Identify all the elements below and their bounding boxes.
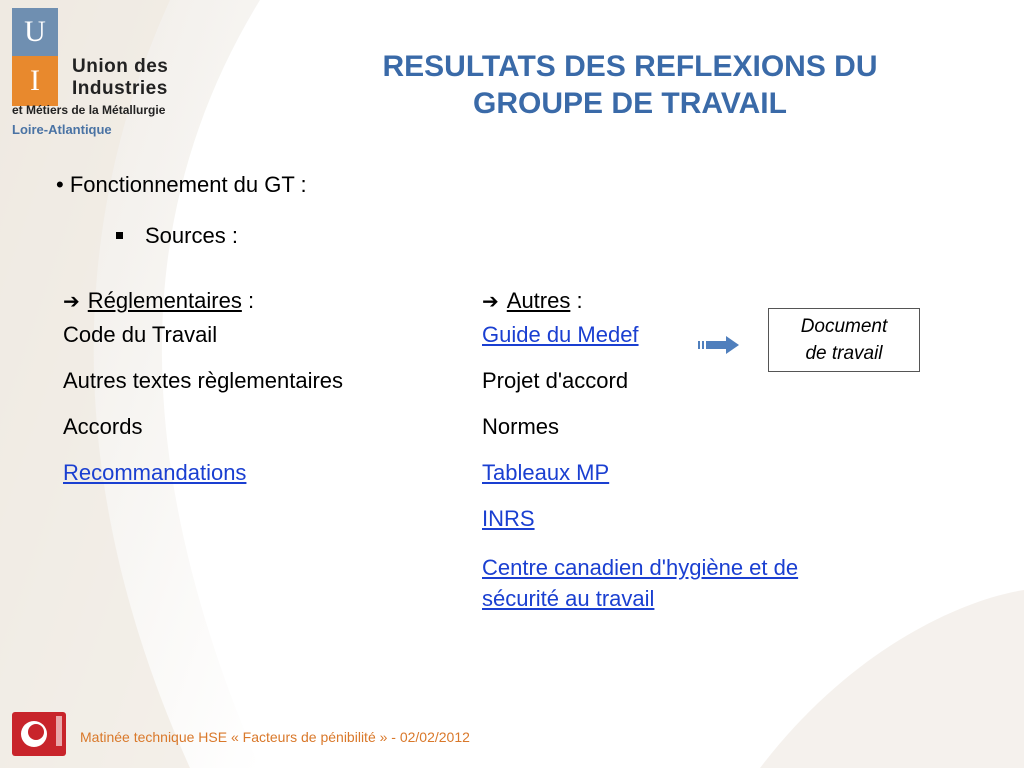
left-column-heading bbox=[63, 288, 343, 322]
cchst-link[interactable]: Centre canadien d'hygiène et de sécurité au travail bbox=[482, 555, 799, 611]
company-logo bbox=[10, 8, 190, 143]
list-item: Accords bbox=[63, 414, 143, 439]
left-column bbox=[63, 288, 343, 506]
logo-letter-i: I bbox=[12, 56, 58, 106]
bullet-level-2 bbox=[116, 223, 238, 249]
logo-mark bbox=[12, 8, 62, 106]
left-heading-suffix: : bbox=[241, 288, 255, 313]
footer-logo-icon bbox=[12, 712, 66, 756]
logo-line-1: Union des bbox=[72, 56, 169, 77]
block-arrow-icon bbox=[698, 335, 740, 355]
right-heading-suffix: : bbox=[570, 288, 583, 313]
bullet-level-1: • Fonctionnement du GT : bbox=[56, 172, 307, 197]
square-bullet-icon bbox=[116, 232, 123, 239]
list-item: Autres textes règlementaires bbox=[63, 368, 344, 393]
list-item: Projet d'accord bbox=[482, 368, 629, 393]
title-line-2: GROUPE DE TRAVAIL bbox=[473, 87, 787, 120]
logo-line-2: Industries bbox=[72, 78, 168, 99]
list-item: Normes bbox=[482, 414, 560, 439]
list-item: Code du Travail bbox=[63, 322, 218, 347]
slide-title bbox=[320, 48, 940, 122]
title-line-1: RESULTATS DES REFLEXIONS DU bbox=[382, 50, 878, 83]
logo-line-4: Loire-Atlantique bbox=[12, 122, 112, 137]
logo-letter-u: U bbox=[12, 8, 58, 56]
right-arrow-icon: ➔ bbox=[482, 291, 499, 313]
right-heading-label: Autres bbox=[506, 288, 571, 313]
left-heading-label: Réglementaires bbox=[87, 288, 242, 313]
doc-box-line-1: Document bbox=[800, 316, 888, 337]
footer-text: Matinée technique HSE « Facteurs de pénibilité » - 02/02/2012 bbox=[80, 729, 470, 745]
right-arrow-icon: ➔ bbox=[63, 291, 80, 313]
recommandations-link[interactable]: Recommandations bbox=[63, 460, 247, 485]
tableaux-mp-link[interactable]: Tableaux MP bbox=[482, 460, 610, 485]
document-de-travail-box bbox=[768, 308, 920, 372]
logo-line-3: et Métiers de la Métallurgie bbox=[12, 103, 166, 117]
doc-box-line-2: de travail bbox=[805, 343, 883, 364]
bullet-level-2-text: Sources : bbox=[145, 223, 238, 248]
guide-du-medef-link[interactable]: Guide du Medef bbox=[482, 322, 639, 347]
inrs-link[interactable]: INRS bbox=[482, 506, 535, 531]
